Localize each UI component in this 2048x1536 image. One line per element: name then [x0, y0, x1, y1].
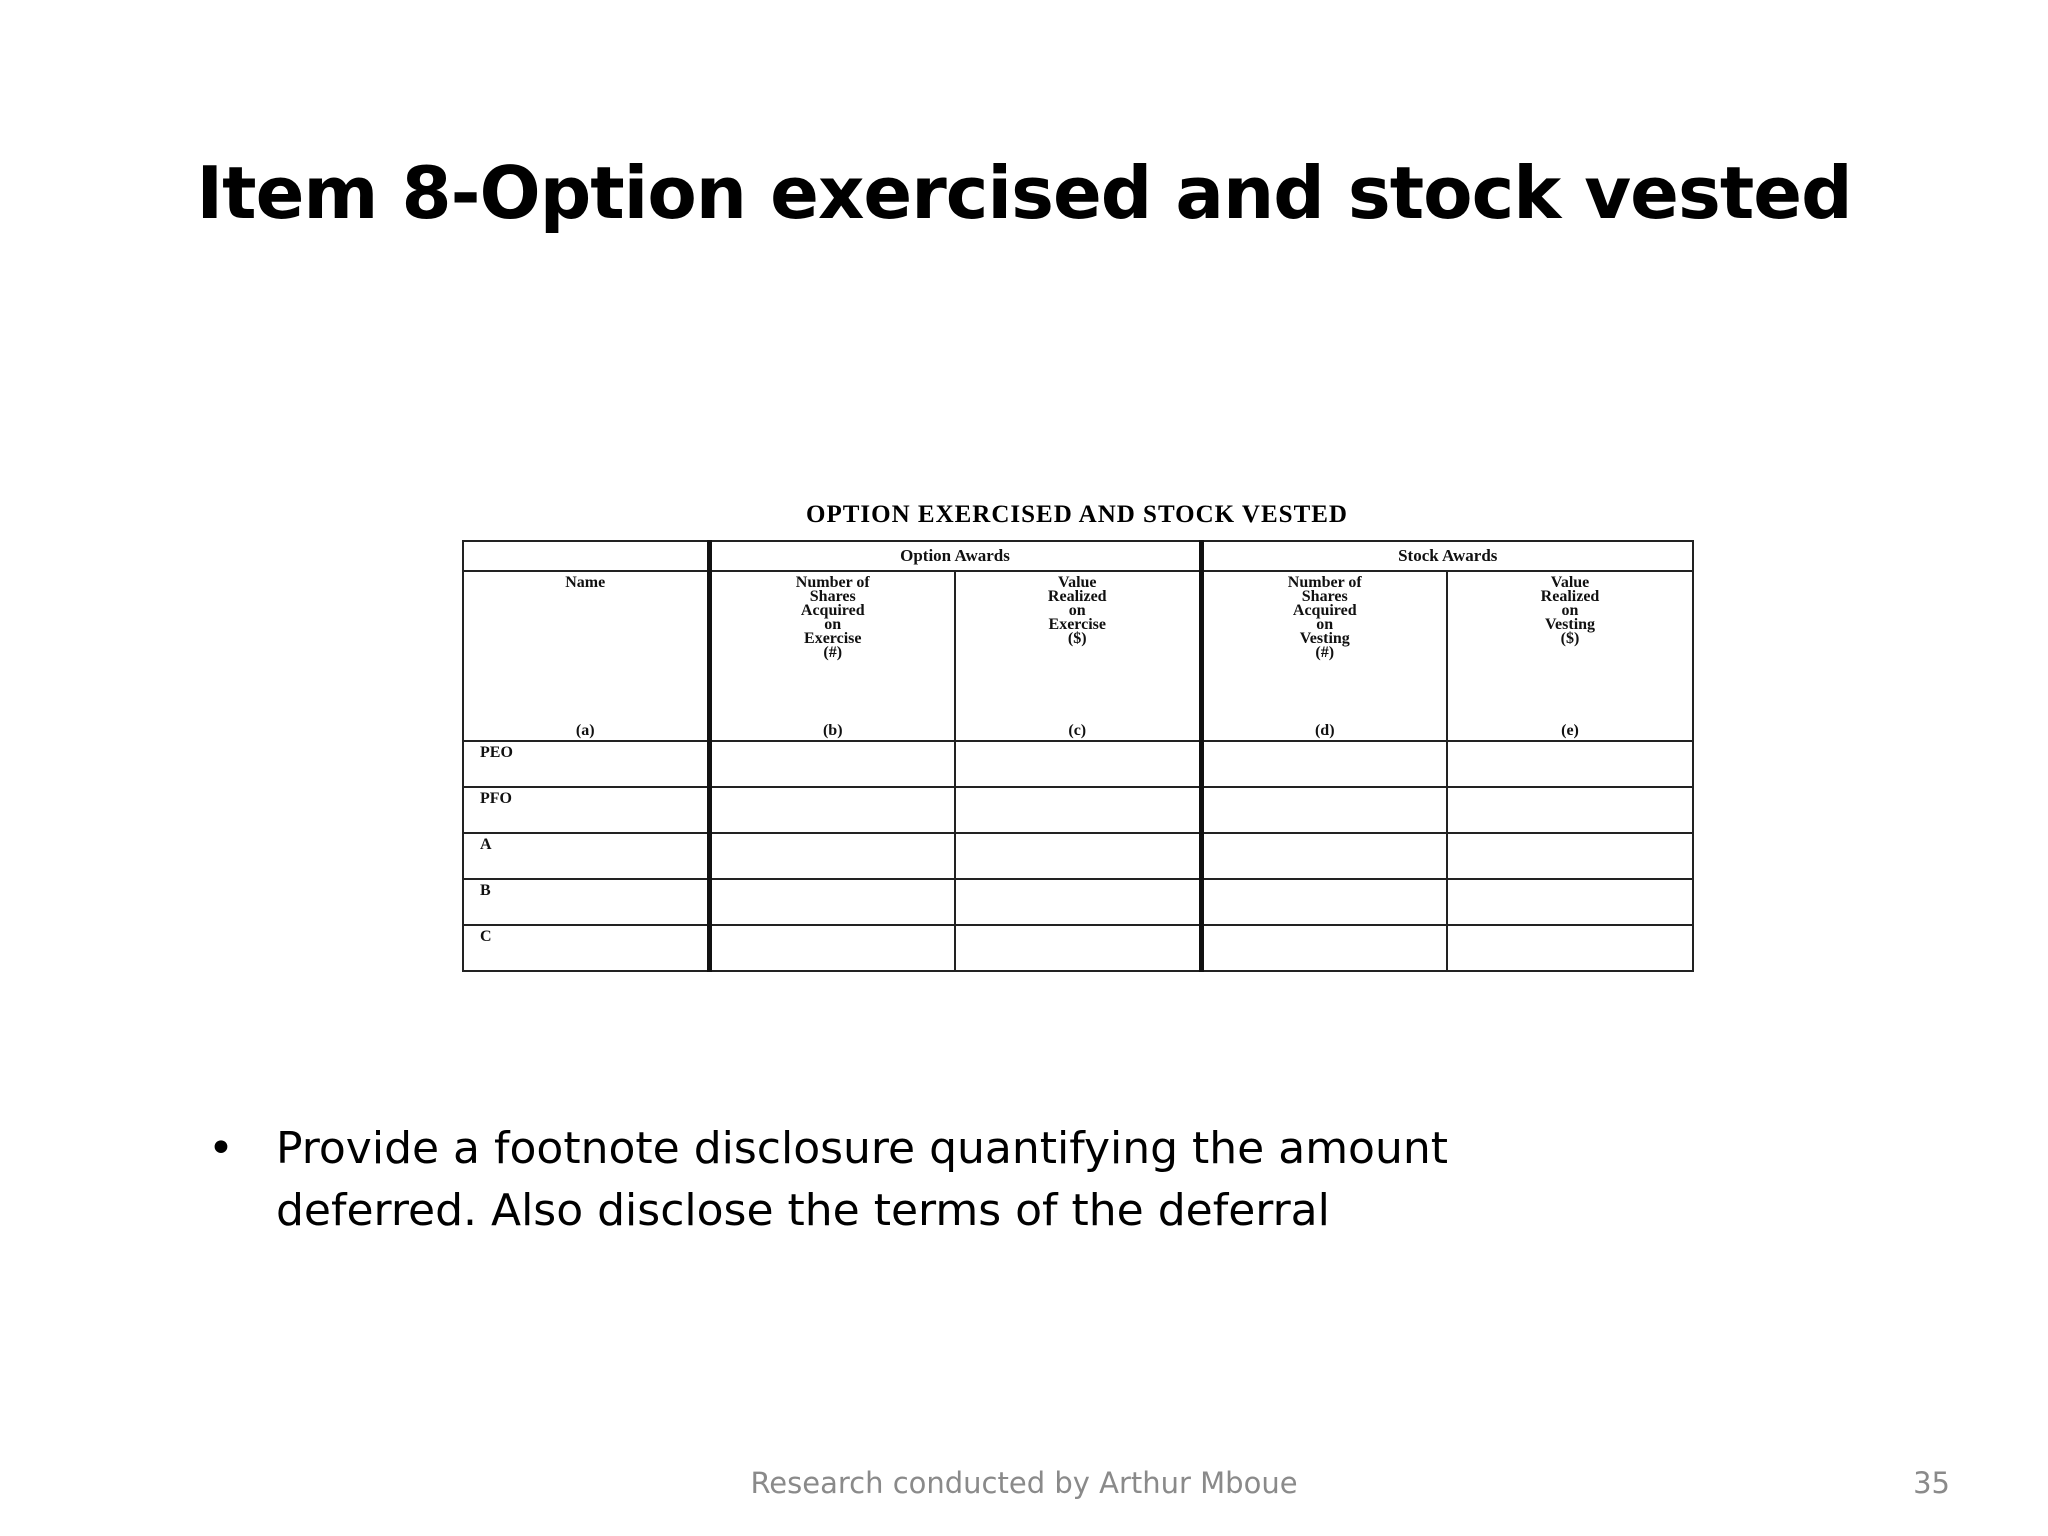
- column-header-line: Value: [1057, 574, 1097, 591]
- bullet-text: Provide a footnote disclosure quantifying the amount deferred. Also disclose the terms of the deferral: [276, 1123, 1448, 1236]
- column-header-line: on: [1561, 602, 1579, 619]
- column-header-lines: [1448, 576, 1692, 646]
- option-stock-table: [462, 540, 1694, 972]
- column-header-line: Acquired: [1292, 602, 1357, 619]
- footer-credit: Research conducted by Arthur Mboue: [750, 1466, 1298, 1500]
- table-cell: [709, 879, 955, 925]
- column-header-lines: [1204, 576, 1447, 660]
- table-cell: [1201, 833, 1447, 879]
- table-row: [463, 741, 1693, 787]
- table-cell: [1201, 879, 1447, 925]
- column-header-name: [463, 571, 709, 741]
- column-header-value-exercise: [955, 571, 1201, 741]
- column-header-line: Exercise: [1048, 616, 1106, 633]
- column-header-line: (#): [823, 644, 843, 661]
- column-header-line: Acquired: [800, 602, 865, 619]
- column-letter: (c): [1068, 722, 1087, 739]
- slide-title: Item 8-Option exercised and stock vested: [196, 151, 1852, 235]
- column-header-value-vesting: [1447, 571, 1693, 741]
- table-cell: [955, 741, 1201, 787]
- empty-group-cell: [463, 541, 709, 571]
- row-name: PFO: [463, 787, 709, 833]
- table-cell: [1447, 787, 1693, 833]
- column-header-lines: [464, 576, 707, 590]
- column-letter: (b): [822, 722, 843, 739]
- row-name: A: [463, 833, 709, 879]
- column-letter: (e): [1561, 722, 1579, 739]
- column-header-shares-vesting: [1201, 571, 1447, 741]
- table-row: [463, 879, 1693, 925]
- column-header-line: Vesting: [1544, 616, 1596, 633]
- table-cell: [1447, 879, 1693, 925]
- table-cell: [709, 833, 955, 879]
- column-header-line: on: [1068, 602, 1086, 619]
- row-name: PEO: [463, 741, 709, 787]
- option-awards-header: Option Awards: [709, 541, 1201, 571]
- column-header-line: Shares: [1301, 588, 1348, 605]
- column-header-row: [463, 571, 1693, 741]
- table-cell: [1201, 787, 1447, 833]
- table-cell: [1201, 925, 1447, 971]
- table-cell: [709, 925, 955, 971]
- column-header-line: Value: [1550, 574, 1590, 591]
- column-header-line: Name: [565, 574, 606, 591]
- column-header-lines: [956, 576, 1199, 646]
- table-cell: [955, 925, 1201, 971]
- column-header-line: ($): [1560, 630, 1580, 647]
- column-letter: (a): [575, 722, 595, 739]
- table-cell: [1447, 925, 1693, 971]
- table-cell: [1447, 741, 1693, 787]
- table-cell: [709, 787, 955, 833]
- table-cell: [709, 741, 955, 787]
- column-header-shares-exercise: [709, 571, 955, 741]
- column-header-line: on: [1316, 616, 1334, 633]
- column-header-line: Shares: [809, 588, 856, 605]
- column-header-line: Vesting: [1299, 630, 1350, 647]
- column-header-line: Realized: [1540, 588, 1600, 605]
- column-header-line: (#): [1315, 644, 1335, 661]
- page-number: 35: [1913, 1466, 1950, 1500]
- table-cell: [955, 787, 1201, 833]
- table-cell: [955, 833, 1201, 879]
- bullet-dot: •: [208, 1123, 234, 1174]
- row-name: C: [463, 925, 709, 971]
- table-row: [463, 833, 1693, 879]
- stock-awards-header: Stock Awards: [1201, 541, 1693, 571]
- table-row: [463, 787, 1693, 833]
- table-caption: OPTION EXERCISED AND STOCK VESTED: [806, 501, 1348, 528]
- column-header-line: on: [824, 616, 842, 633]
- row-name: B: [463, 879, 709, 925]
- column-header-line: Exercise: [804, 630, 862, 647]
- column-header-line: Number of: [1287, 574, 1362, 591]
- column-header-lines: [712, 576, 955, 660]
- column-header-line: Number of: [795, 574, 870, 591]
- table-cell: [955, 879, 1201, 925]
- bullet-item: [208, 1118, 1508, 1242]
- group-header-row: [463, 541, 1693, 571]
- table-cell: [1447, 833, 1693, 879]
- column-header-line: Realized: [1047, 588, 1107, 605]
- column-letter: (d): [1314, 722, 1335, 739]
- table-cell: [1201, 741, 1447, 787]
- table-row: [463, 925, 1693, 971]
- column-header-line: ($): [1067, 630, 1087, 647]
